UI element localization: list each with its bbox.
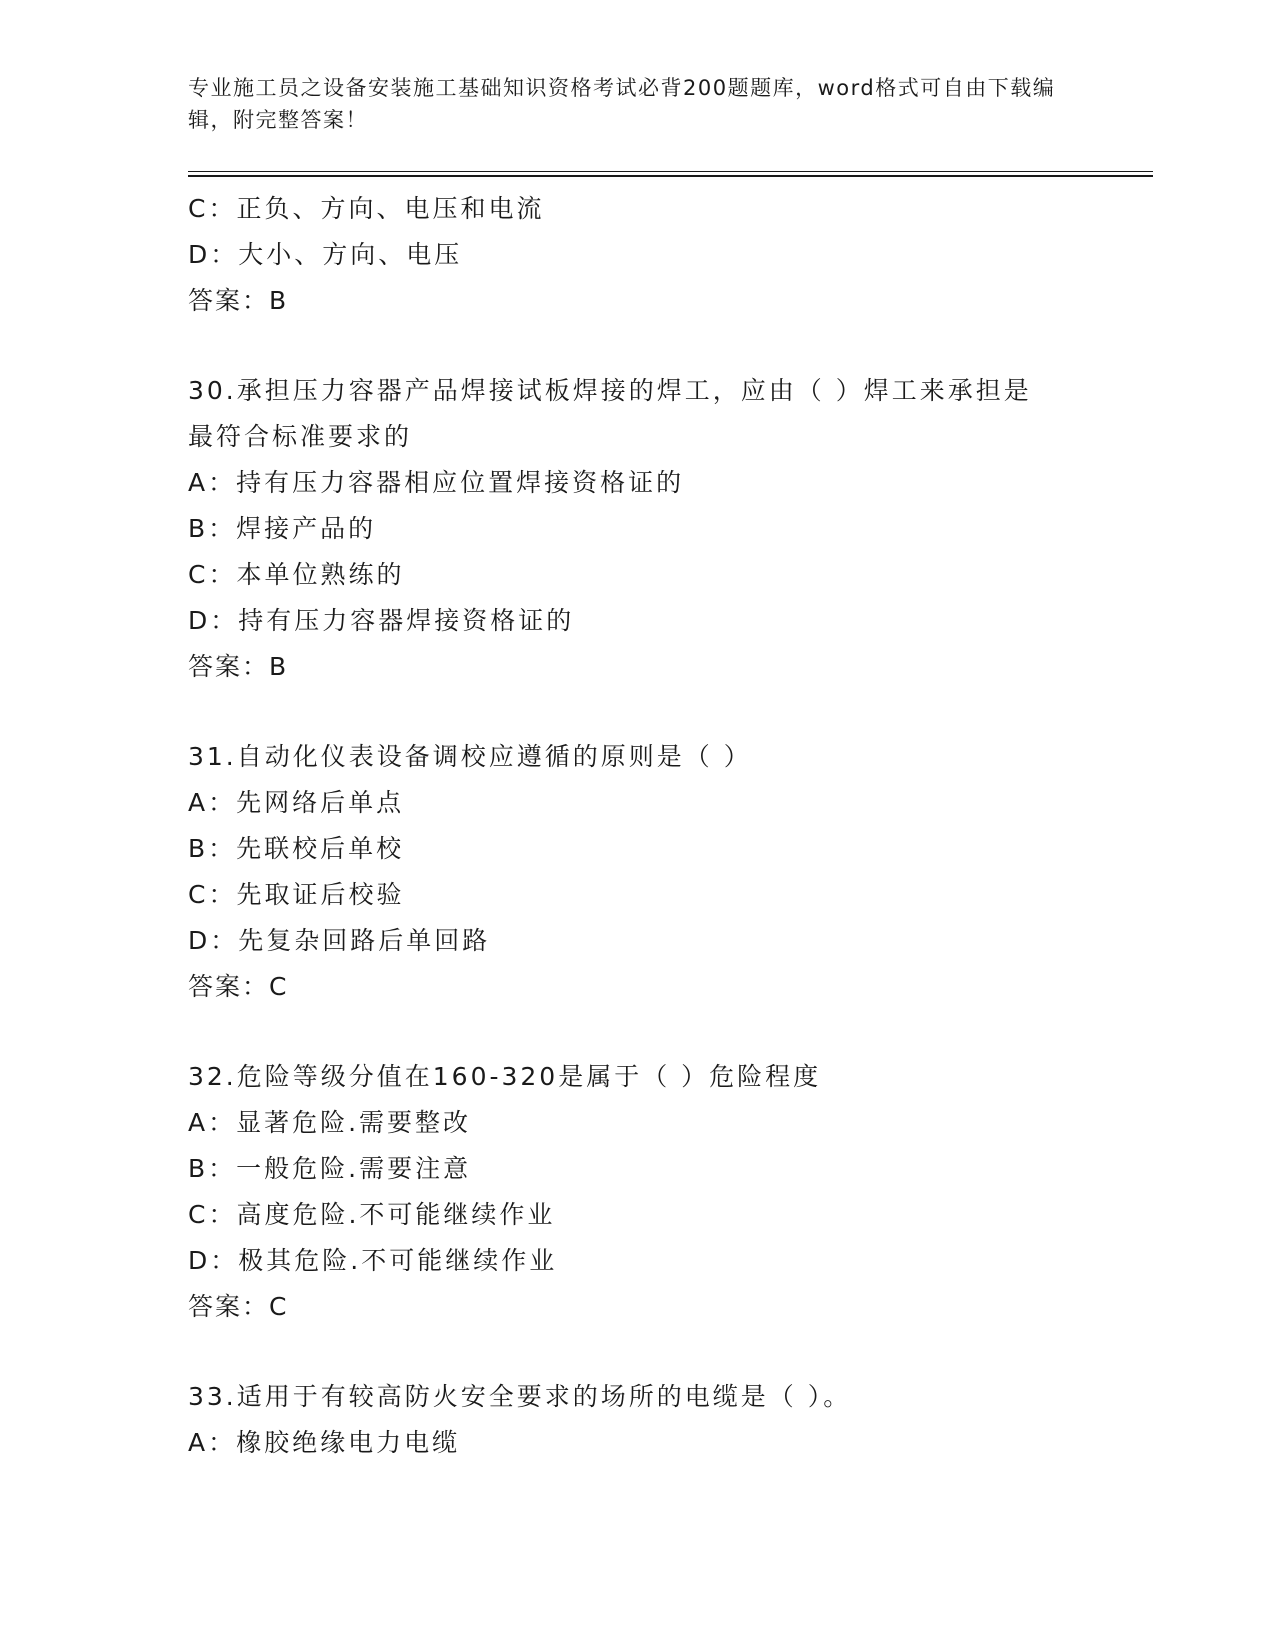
question-stem: 31.自动化仪表设备调校应遵循的原则是（ ） [188, 742, 752, 771]
option-a: A：先网络后单点 [188, 788, 405, 817]
spacer [188, 1010, 1088, 1054]
answer: 答案：C [188, 972, 289, 1001]
option-a: A：显著危险.需要整改 [188, 1108, 472, 1137]
spacer [188, 1330, 1088, 1374]
option-b: B：焊接产品的 [188, 514, 377, 543]
option-c: C：高度危险.不可能继续作业 [188, 1200, 556, 1229]
option-d: D：持有压力容器焊接资格证的 [188, 606, 575, 635]
answer: 答案：B [188, 286, 289, 315]
option-a: A：橡胶绝缘电力电缆 [188, 1428, 461, 1457]
header-divider-thick [188, 175, 1153, 177]
option-d: D：极其危险.不可能继续作业 [188, 1246, 558, 1275]
question-stem: 30.承担压力容器产品焊接试板焊接的焊工，应由（ ）焊工来承担是 [188, 376, 1032, 405]
option-b: B：先联校后单校 [188, 834, 405, 863]
option-c: C：正负、方向、电压和电流 [188, 194, 545, 223]
answer: 答案：B [188, 652, 289, 681]
header-divider-thin [188, 171, 1153, 172]
option-d: D：先复杂回路后单回路 [188, 926, 491, 955]
question-33 [188, 1374, 1088, 1466]
spacer [188, 690, 1088, 734]
answer: 答案：C [188, 1292, 289, 1321]
continued-question [188, 186, 1088, 324]
question-stem: 33.适用于有较高防火安全要求的场所的电缆是（ ）。 [188, 1382, 852, 1411]
question-stem: 32.危险等级分值在160-320是属于（ ）危险程度 [188, 1062, 822, 1091]
question-31 [188, 734, 1088, 1010]
option-d: D：大小、方向、电压 [188, 240, 463, 269]
question-stem-continued: 最符合标准要求的 [188, 422, 413, 451]
question-32 [188, 1054, 1088, 1330]
option-c: C：先取证后校验 [188, 880, 405, 909]
option-b: B：一般危险.需要注意 [188, 1154, 472, 1183]
spacer [188, 324, 1088, 368]
question-content [188, 186, 1088, 1466]
document-header: 专业施工员之设备安装施工基础知识资格考试必背200题题库，word格式可自由下载编辑，附完整答案！ [188, 76, 1056, 132]
question-30 [188, 368, 1088, 690]
option-a: A：持有压力容器相应位置焊接资格证的 [188, 468, 685, 497]
option-c: C：本单位熟练的 [188, 560, 405, 589]
